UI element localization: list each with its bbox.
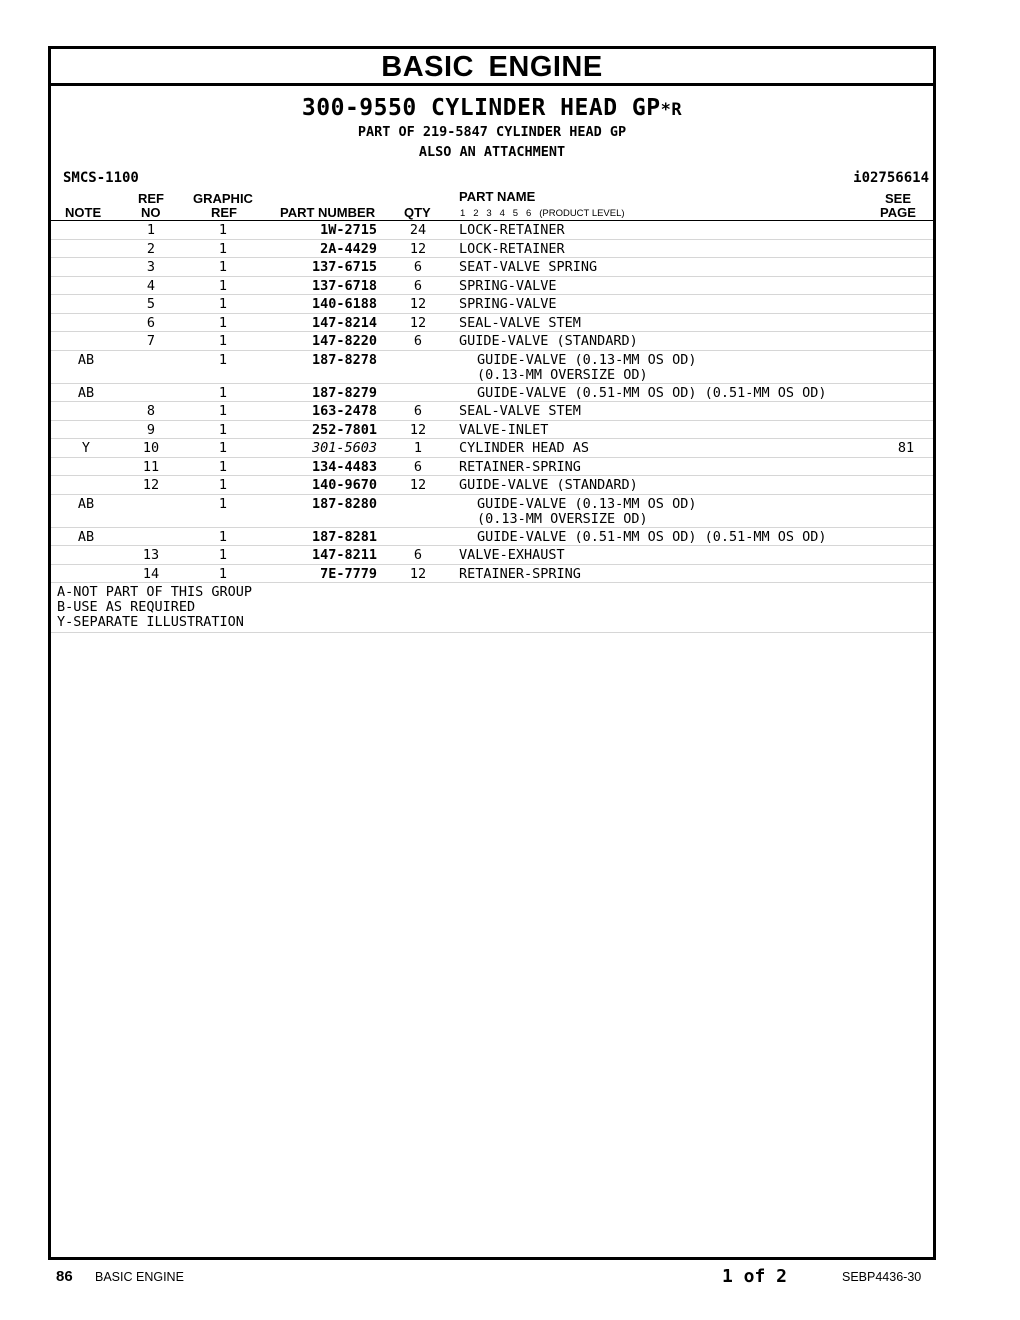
table-row [51,351,933,384]
row-qty: 6 [413,333,423,349]
row-part-number: 187-8279 [311,384,377,401]
row-graphic-ref: 1 [218,222,228,238]
row-part-number: 140-9670 [311,477,377,493]
row-part-name: LOCK-RETAINER [459,240,565,257]
info-id: i02756614 [853,170,929,186]
row-part-name: CYLINDER HEAD AS [459,440,590,456]
note-item: Y-SEPARATE ILLUSTRATION [57,614,244,630]
row-see-page: 81 [897,440,915,456]
row-qty: 1 [413,440,423,456]
row-ref-no: 8 [146,403,156,419]
row-qty: 6 [413,277,423,294]
table-row [51,476,933,495]
row-note: AB [77,528,95,545]
row-graphic-ref: 1 [218,240,228,257]
table-row [51,402,933,421]
row-part-name: GUIDE-VALVE (0.13-MM OS OD) [477,351,697,368]
table-row [51,384,933,403]
row-part-number: 137-6715 [311,259,377,275]
group-title-text: 300-9550 CYLINDER HEAD GP [301,95,661,121]
row-graphic-ref: 1 [218,296,228,312]
row-qty: 12 [409,565,427,582]
table-row [51,528,933,547]
row-ref-no: 6 [146,314,156,331]
row-part-number: 140-6188 [311,296,377,312]
row-graphic-ref: 1 [218,440,228,456]
row-part-name: GUIDE-VALVE (0.51-MM OS OD) (0.51-MM OS OD) [477,528,827,545]
row-part-name-line2: (0.13-MM OVERSIZE OD) [477,366,648,383]
header-see-line1: SEE [885,191,912,206]
notes-legend [51,583,933,633]
row-qty: 12 [409,240,427,257]
page-frame [48,46,936,1260]
table-row [51,565,933,584]
row-graphic-ref: 1 [218,495,228,512]
header-qty: QTY [404,205,431,220]
footer-section: BASIC ENGINE [95,1270,184,1284]
row-part-number: 7E-7779 [320,565,377,582]
row-ref-no: 1 [146,222,156,238]
row-qty: 6 [413,403,423,419]
row-ref-no: 12 [142,477,160,493]
row-ref-no: 7 [146,333,156,349]
part-of-line: PART OF 219-5847 CYLINDER HEAD GP [357,124,627,140]
row-ref-no: 11 [142,458,160,475]
row-part-name: GUIDE-VALVE (0.13-MM OS OD) [477,495,697,512]
row-part-name: LOCK-RETAINER [459,222,565,238]
row-graphic-ref: 1 [218,351,228,368]
row-part-name: RETAINER-SPRING [459,565,581,582]
table-row [51,495,933,528]
smcs-row [51,168,933,190]
row-graphic-ref: 1 [218,384,228,401]
row-part-name: SPRING-VALVE [459,296,557,312]
row-ref-no: 5 [146,296,156,312]
row-graphic-ref: 1 [218,421,228,438]
row-qty: 12 [409,421,427,438]
row-part-name: SEAL-VALVE STEM [459,314,581,331]
row-part-name: GUIDE-VALVE (STANDARD) [459,477,638,493]
row-ref-no: 10 [142,440,160,456]
row-note: AB [77,384,95,401]
row-part-number: 187-8280 [311,495,377,512]
row-note: AB [77,495,95,512]
table-row [51,314,933,333]
header-part-number: PART NUMBER [280,205,376,220]
row-part-number: 187-8281 [311,528,377,545]
page-footer [0,1266,1020,1288]
row-graphic-ref: 1 [218,547,228,563]
row-qty: 12 [409,296,427,312]
row-graphic-ref: 1 [218,403,228,419]
row-part-number: 137-6718 [311,277,377,294]
table-row [51,458,933,477]
row-qty: 6 [413,259,423,275]
table-row [51,295,933,314]
row-graphic-ref: 1 [218,565,228,582]
row-ref-no: 13 [142,547,160,563]
header-ref-line1: REF [138,191,164,206]
row-part-name: SEAL-VALVE STEM [459,403,581,419]
row-part-name-line2: (0.13-MM OVERSIZE OD) [477,510,648,527]
note-item: A-NOT PART OF THIS GROUP [57,584,253,600]
row-part-name: VALVE-INLET [459,421,549,438]
row-part-name: GUIDE-VALVE (0.51-MM OS OD) (0.51-MM OS OD) [477,384,827,401]
header-ref-line2: NO [141,205,161,220]
attachment-line: ALSO AN ATTACHMENT [418,144,566,160]
header-graphic-line1: GRAPHIC [193,191,253,206]
section-title: BASIC ENGINE [51,49,933,86]
row-note: Y [81,440,91,456]
row-graphic-ref: 1 [218,477,228,493]
table-row [51,221,933,240]
row-part-number: 1W-2715 [320,222,377,238]
header-part-name: PART NAME [459,189,536,204]
row-part-name: RETAINER-SPRING [459,458,581,475]
row-part-name: SPRING-VALVE [459,277,557,294]
row-part-number: 134-4483 [311,458,377,475]
row-part-number: 147-8220 [311,333,377,349]
group-title [51,94,933,122]
smcs-code: SMCS-1100 [63,170,139,186]
row-ref-no: 14 [142,565,160,582]
row-qty: 6 [413,547,423,563]
row-part-name: GUIDE-VALVE (STANDARD) [459,333,638,349]
note-item: B-USE AS REQUIRED [57,599,196,615]
row-graphic-ref: 1 [218,314,228,331]
row-qty: 12 [409,314,427,331]
row-part-number: 147-8211 [311,547,377,563]
row-graphic-ref: 1 [218,333,228,349]
table-row [51,277,933,296]
row-qty: 12 [409,477,427,493]
table-row [51,240,933,259]
footer-page-number: 86 [56,1268,73,1285]
row-qty: 24 [409,222,427,238]
row-graphic-ref: 1 [218,458,228,475]
row-part-name: VALVE-EXHAUST [459,547,565,563]
table-row [51,258,933,277]
footer-page-of: 1 of 2 [722,1266,788,1287]
row-graphic-ref: 1 [218,528,228,545]
row-ref-no: 2 [146,240,156,257]
row-graphic-ref: 1 [218,259,228,275]
row-part-number: 252-7801 [311,421,377,438]
row-part-number: 163-2478 [311,403,377,419]
header-see-line2: PAGE [880,205,916,220]
header-product-levels: 1 2 3 4 5 6 (PRODUCT LEVEL) [460,208,625,219]
footer-doc-id: SEBP4436-30 [842,1270,922,1284]
row-graphic-ref: 1 [218,277,228,294]
row-ref-no: 3 [146,259,156,275]
table-row [51,421,933,440]
row-part-number: 187-8278 [311,351,377,368]
row-part-number: 301-5603 [311,440,377,456]
row-part-number: 2A-4429 [320,240,377,257]
table-row [51,546,933,565]
row-part-name: SEAT-VALVE SPRING [459,259,598,275]
row-ref-no: 4 [146,277,156,294]
row-part-number: 147-8214 [311,314,377,331]
row-ref-no: 9 [146,421,156,438]
row-note: AB [77,351,95,368]
group-title-suffix: *R [660,100,683,120]
table-header [51,190,933,221]
header-graphic-line2: REF [211,205,237,220]
header-note: NOTE [65,205,102,220]
table-row [51,332,933,351]
table-row [51,439,933,458]
row-qty: 6 [413,458,423,475]
parts-table [51,221,933,583]
